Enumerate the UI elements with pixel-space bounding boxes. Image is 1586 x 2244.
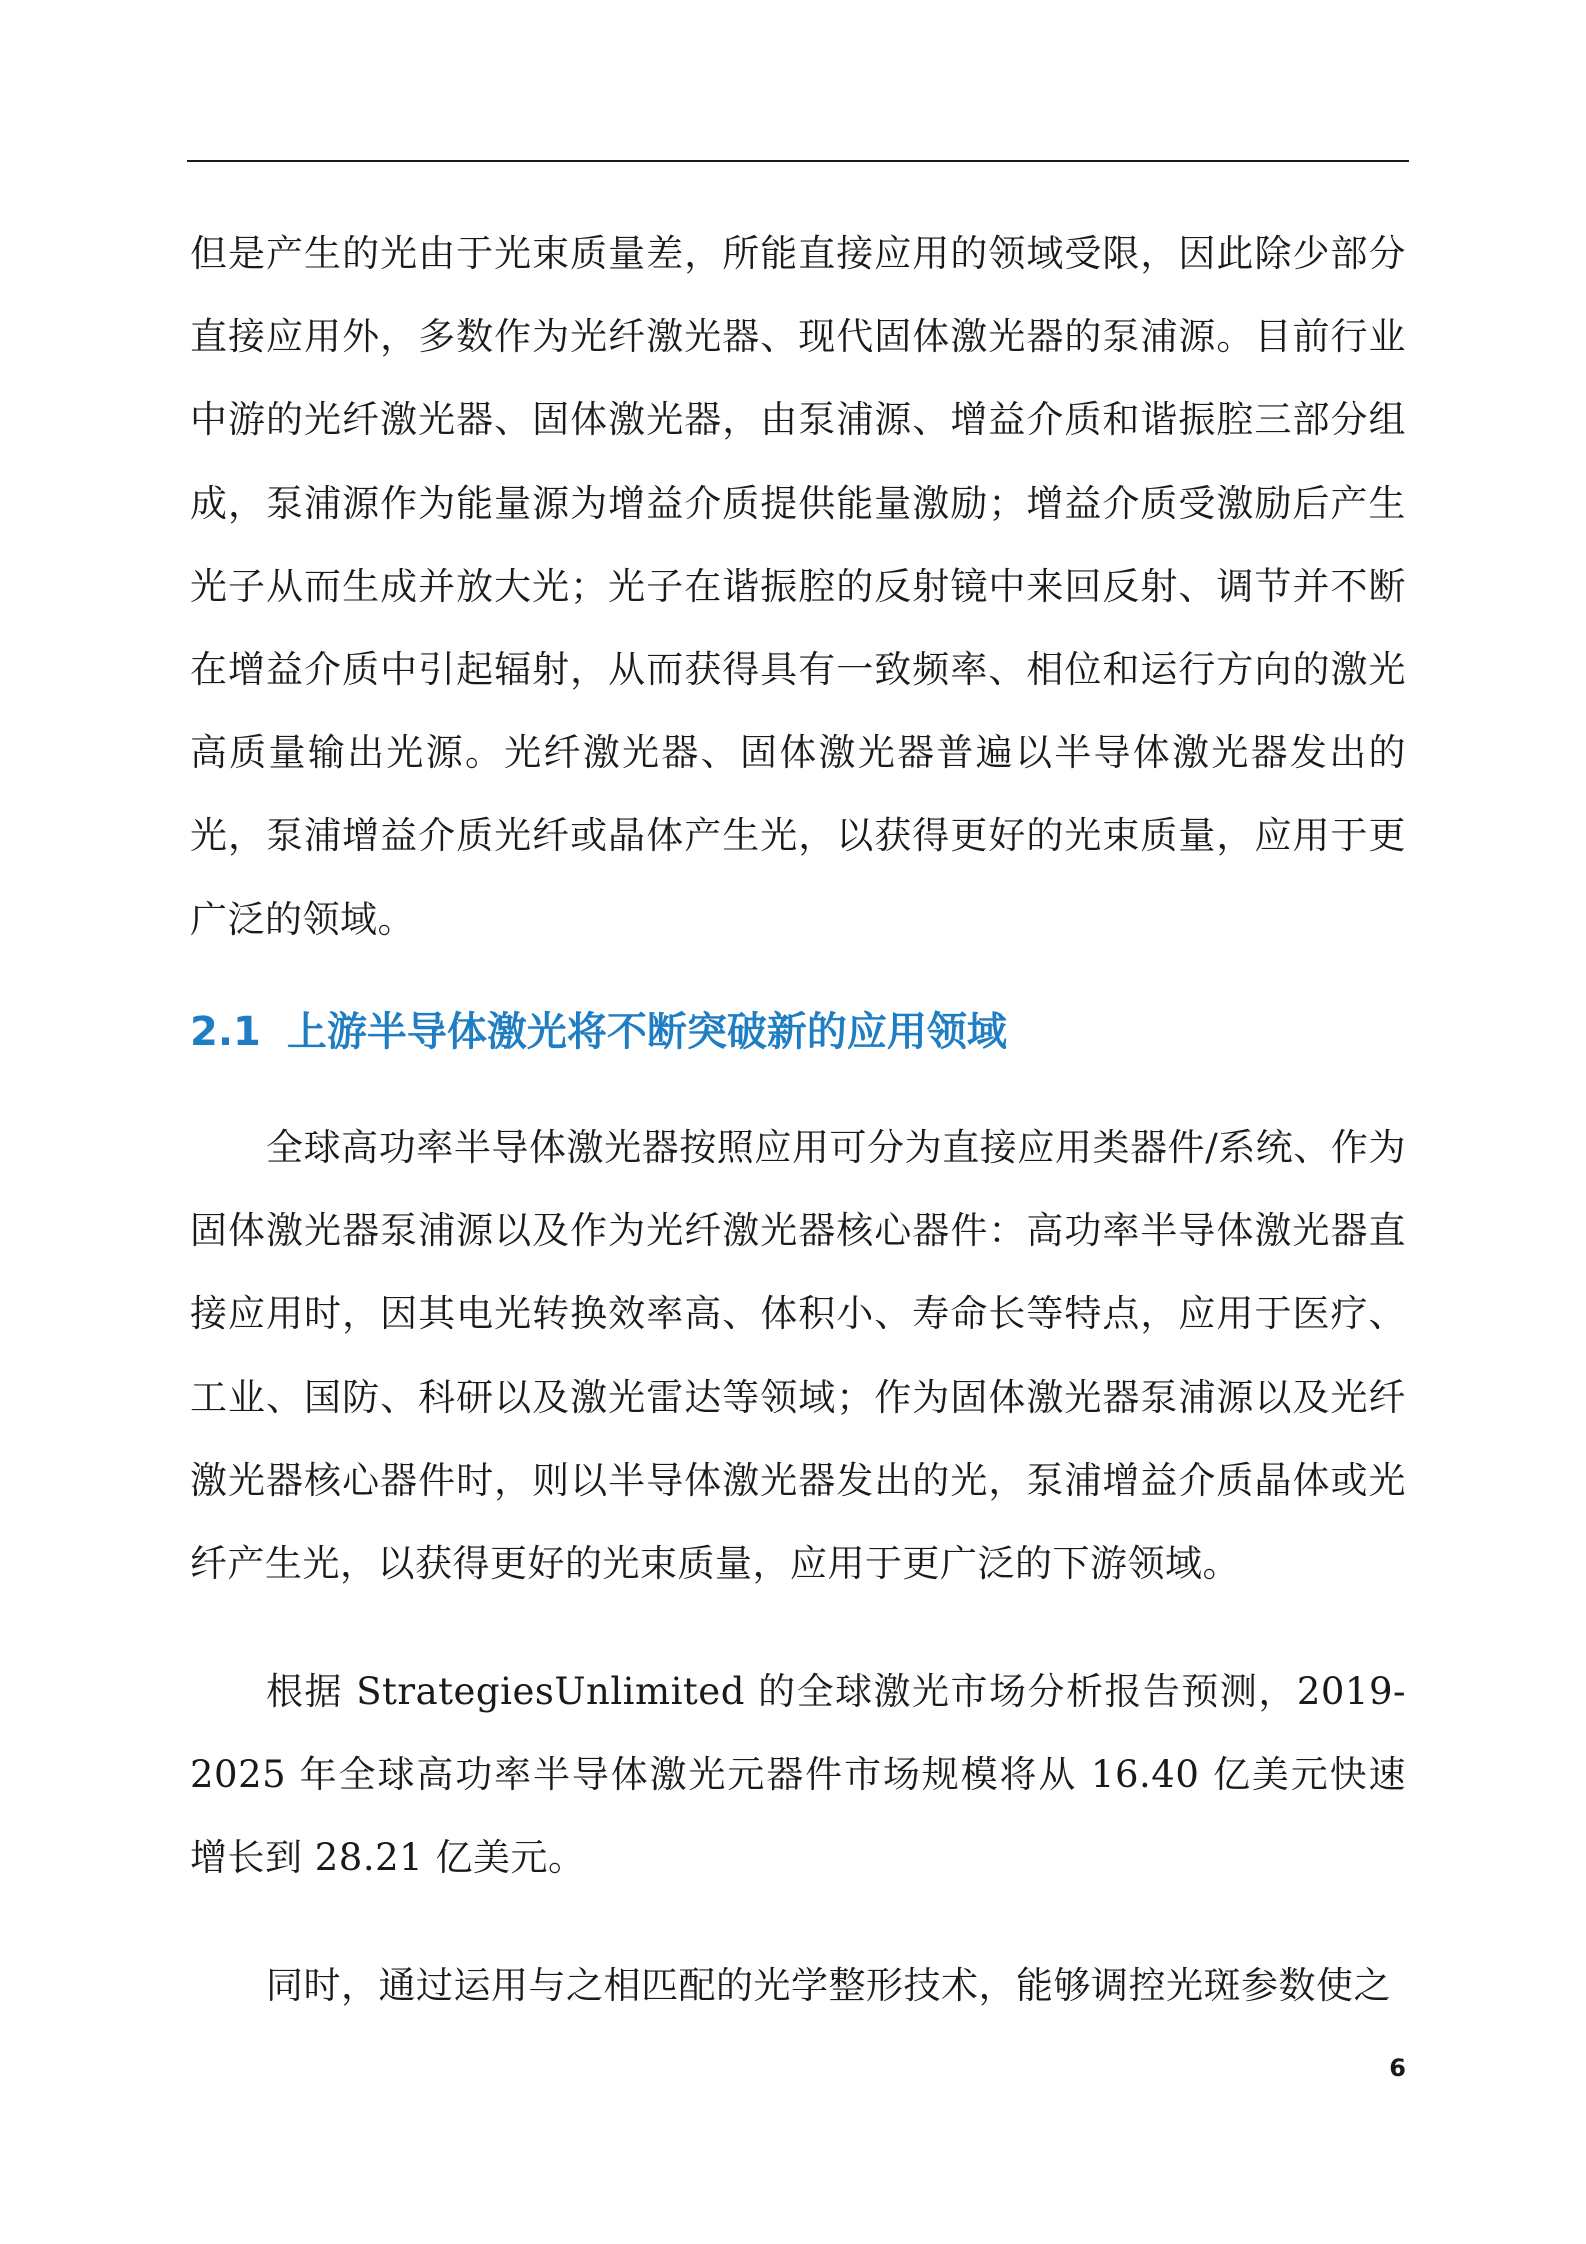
body-paragraph-4: 同时，通过运用与之相匹配的光学整形技术，能够调控光斑参数使之	[266, 1964, 1391, 2007]
page-number: 6	[1389, 2054, 1406, 2082]
header-rule	[187, 160, 1409, 162]
body-paragraph-2: 全球高功率半导体激光器按照应用可分为直接应用类器件/系统、作为固体激光器泵浦源以及作为光纤激光器核心器件：高功率半导体激光器直接应用时，因其电光转换效率高、体积小、寿命长等特点，应用于医疗、工业、国防、科研以及激光雷达等领域；作为固体激光器泵浦源以及光纤激光器核心器件时，则以半导体激光器发出的光，泵浦增益介质晶体或光纤产生光，以获得更好的光束质量，应用于更广泛的下游领域。	[190, 1126, 1406, 1586]
section-title: 上游半导体激光将不断突破新的应用领域	[286, 1009, 1007, 1055]
body-paragraph-3: 根据 StrategiesUnlimited 的全球激光市场分析报告预测，2019-2025 年全球高功率半导体激光元器件市场规模将从 16.40 亿美元快速增长到 28.21 亿美元。	[190, 1670, 1406, 1880]
section-heading	[190, 1002, 1007, 1062]
body-paragraph-1: 但是产生的光由于光束质量差，所能直接应用的领域受限，因此除少部分直接应用外，多数作为光纤激光器、现代固体激光器的泵浦源。目前行业中游的光纤激光器、固体激光器，由泵浦源、增益介质和谐振腔三部分组成，泵浦源作为能量源为增益介质提供能量激励；增益介质受激励后产生光子从而生成并放大光；光子在谐振腔的反射镜中来回反射、调节并不断在增益介质中引起辐射，从而获得具有一致频率、相位和运行方向的激光高质量输出光源。光纤激光器、固体激光器普遍以半导体激光器发出的光，泵浦增益介质光纤或晶体产生光，以获得更好的光束质量，应用于更广泛的领域。	[190, 232, 1406, 941]
section-number: 2.1	[190, 1009, 261, 1055]
